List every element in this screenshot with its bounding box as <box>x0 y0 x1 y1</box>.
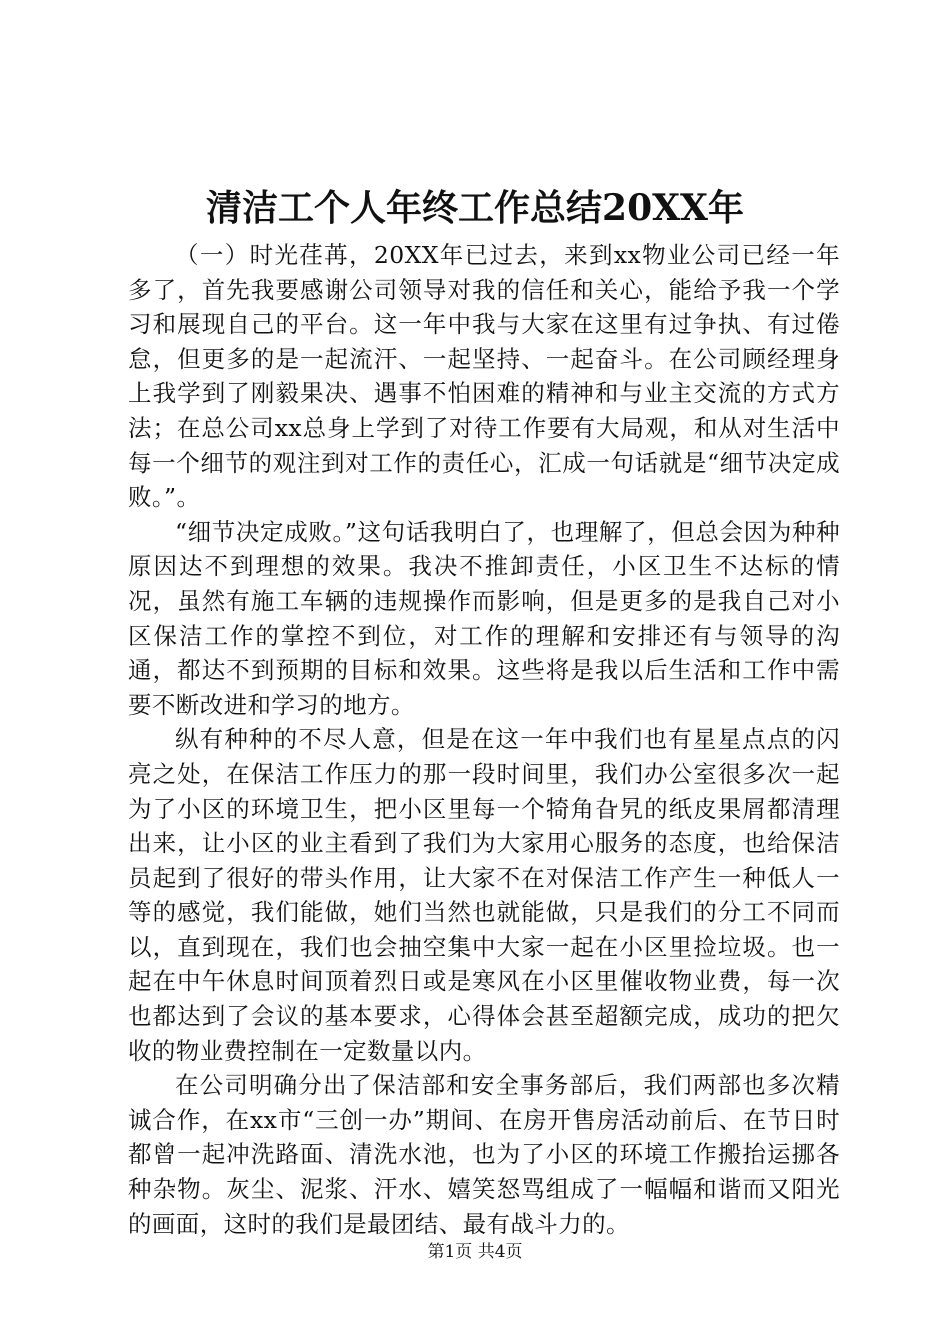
page-footer: 第1页 共4页 <box>427 1242 523 1262</box>
paragraph-4: 在公司明确分出了保洁部和安全事务部后，我们两部也多次精诚合作，在xx市“三创一办”期间、在房开售房活动前后、在节日时都曾一起冲洗路面、清洗水池，也为了小区的环境工作搬抬运挪各种杂物。灰尘、泥浆、汗水、嬉笑怒骂组成了一幅幅和谐而又阳光的画面，这时的我们是最团结、最有战斗力的。 <box>128 1071 840 1238</box>
paragraph-2: “细节决定成败。”这句话我明白了，也理解了，但总会因为种种原因达不到理想的效果。我决不推卸责任，小区卫生不达标的情况，虽然有施工车辆的违规操作而影响，但是更多的是我自己对小区保洁工作的掌控不到位，对工作的理解和安排还有与领导的沟通，都达不到预期的目标和效果。这些将是我以后生活和工作中需要不断改进和学习的地方。 <box>128 517 840 719</box>
document-body <box>128 238 840 1241</box>
paragraph-3: 纵有种种的不尽人意，但是在这一年中我们也有星星点点的闪亮之处，在保洁工作压力的那一段时间里，我们办公室很多次一起为了小区的环境卫生，把小区里每一个犄角旮旯的纸皮果屑都清理出来，让小区的业主看到了我们为大家用心服务的态度，也给保洁员起到了很好的带头作用，让大家不在对保洁工作产生一种低人一等的感觉，我们能做，她们当然也就能做，只是我们的分工不同而以，直到现在，我们也会抽空集中大家一起在小区里捡垃圾。也一起在中午休息时间顶着烈日或是寒风在小区里催收物业费，每一次也都达到了会议的基本要求，心得体会甚至超额完成，成功的把欠收的物业费控制在一定数量以内。 <box>128 725 840 1065</box>
paragraph-1: （一）时光荏苒，20XX年已过去，来到xx物业公司已经一年多了，首先我要感谢公司领导对我的信任和关心，能给予我一个学习和展现自己的平台。这一年中我与大家在这里有过争执、有过倦怠，但更多的是一起流汗、一起坚持、一起奋斗。在公司顾经理身上我学到了刚毅果决、遇事不怕困难的精神和与业主交流的方式方法；在总公司xx总身上学到了对待工作要有大局观，和从对生活中每一个细节的观注到对工作的责任心，汇成一句话就是“细节决定成败。”。 <box>128 241 840 512</box>
document-title: 清洁工个人年终工作总结20XX年 <box>206 187 744 229</box>
